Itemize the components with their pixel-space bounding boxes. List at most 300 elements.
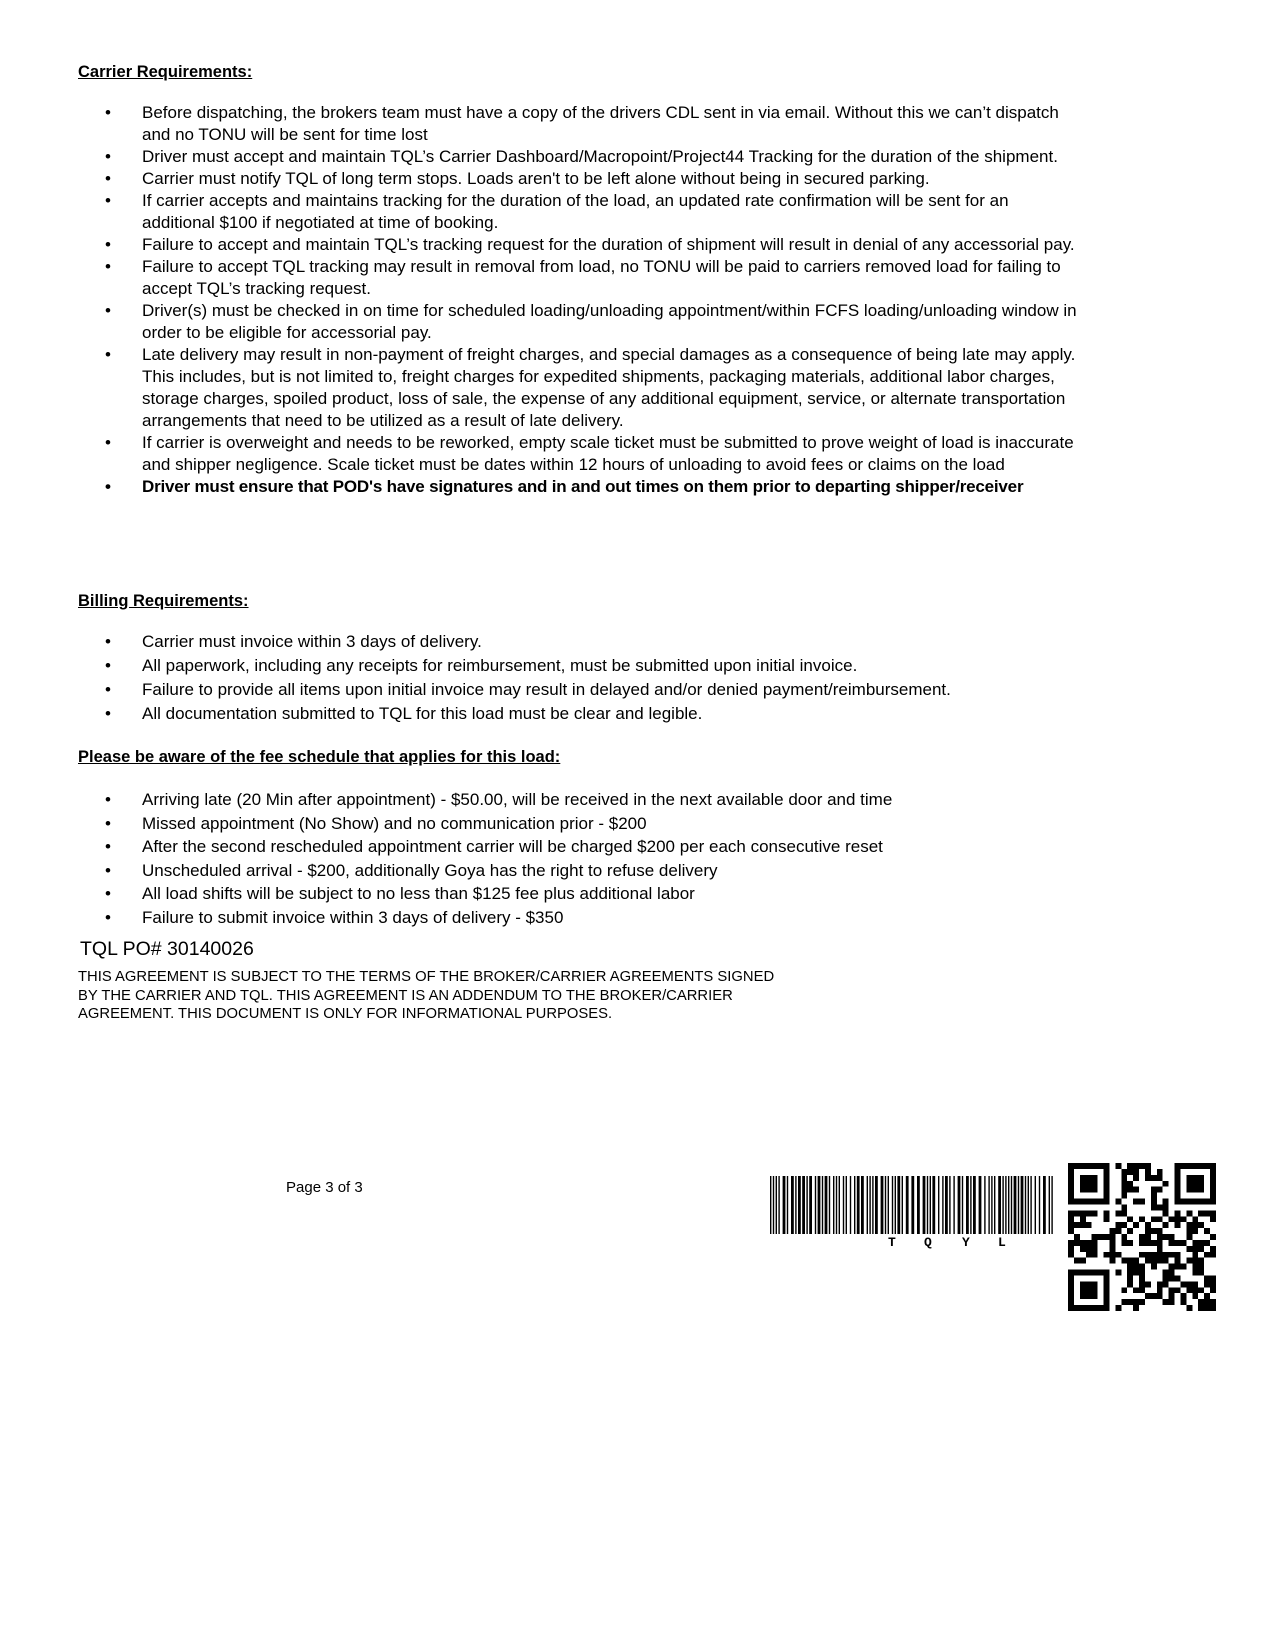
- barcode-bar: [839, 1176, 840, 1234]
- barcode-bar: [770, 1176, 771, 1234]
- barcode-bar: [1014, 1176, 1017, 1234]
- qr-module: [1151, 1258, 1157, 1264]
- qr-module: [1157, 1228, 1163, 1234]
- barcode-bar: [867, 1176, 868, 1234]
- qr-module: [1133, 1258, 1139, 1264]
- barcode-bar: [822, 1176, 823, 1234]
- qr-module: [1139, 1199, 1145, 1205]
- qr-module: [1198, 1210, 1204, 1216]
- qr-module: [1169, 1293, 1175, 1299]
- qr-module: [1198, 1305, 1204, 1311]
- barcode-bar: [911, 1176, 914, 1234]
- qr-module: [1186, 1234, 1192, 1240]
- qr-module: [1198, 1299, 1204, 1305]
- barcode-bar: [850, 1176, 851, 1234]
- qr-module: [1139, 1287, 1145, 1293]
- barcode-bar: [829, 1176, 830, 1234]
- qr-module: [1210, 1252, 1216, 1258]
- qr-module: [1133, 1175, 1139, 1181]
- list-item: • If carrier accepts and maintains tracking for the duration of the load, an updated rate confirmation will be sent for an additional $100 if negotiated at time of booking.: [0, 190, 1082, 234]
- barcode-bar: [970, 1176, 971, 1234]
- qr-module: [1169, 1275, 1175, 1281]
- qr-module: [1157, 1216, 1163, 1222]
- qr-module: [1175, 1258, 1181, 1264]
- qr-module: [1104, 1216, 1110, 1222]
- qr-module: [1121, 1204, 1127, 1210]
- qr-module: [1074, 1222, 1080, 1228]
- qr-module: [1104, 1234, 1110, 1240]
- qr-module: [1192, 1228, 1198, 1234]
- qr-module: [1086, 1222, 1092, 1228]
- barcode-bar: [825, 1176, 828, 1234]
- carrier-requirements-list: [0, 102, 1082, 498]
- qr-module: [1157, 1281, 1163, 1287]
- list-item: • After the second rescheduled appointment carrier will be charged $200 per each consecutive reset: [0, 836, 1082, 858]
- qr-module: [1151, 1199, 1157, 1205]
- list-item: • All paperwork, including any receipts for reimbursement, must be submitted upon initial invoice.: [0, 655, 1082, 677]
- qr-module: [1192, 1216, 1198, 1222]
- barcode-bar: [1051, 1176, 1052, 1234]
- qr-module: [1157, 1169, 1163, 1175]
- qr-module: [1127, 1281, 1133, 1287]
- barcode-bar: [798, 1176, 801, 1234]
- qr-module: [1127, 1228, 1133, 1234]
- qr-module: [1086, 1252, 1092, 1258]
- qr-module: [1169, 1264, 1175, 1270]
- qr-module: [1204, 1305, 1210, 1311]
- qr-module: [1068, 1222, 1074, 1228]
- qr-module: [1074, 1210, 1080, 1216]
- qr-module: [1192, 1240, 1198, 1246]
- qr-module: [1080, 1222, 1086, 1228]
- qr-module: [1163, 1181, 1169, 1187]
- fee-schedule-list: [0, 789, 1082, 930]
- barcode-bar: [869, 1176, 870, 1234]
- list-item: • Driver must accept and maintain TQL’s Carrier Dashboard/Macropoint/Project44 Tracking for the duration of the shipment.: [0, 146, 1082, 168]
- qr-module: [1145, 1240, 1151, 1246]
- qr-module: [1145, 1234, 1151, 1240]
- qr-module: [1127, 1169, 1133, 1175]
- barcode-bar: [857, 1176, 860, 1234]
- qr-module: [1115, 1270, 1121, 1276]
- qr-module: [1121, 1193, 1127, 1199]
- qr-module: [1151, 1293, 1157, 1299]
- qr-module: [1151, 1187, 1157, 1193]
- barcode-bar: [773, 1176, 774, 1234]
- qr-module: [1169, 1299, 1175, 1305]
- barcode-bar: [872, 1176, 873, 1234]
- qr-module: [1210, 1246, 1216, 1252]
- qr-module: [1092, 1234, 1098, 1240]
- qr-module: [1151, 1228, 1157, 1234]
- qr-module: [1198, 1270, 1204, 1276]
- qr-module: [1109, 1258, 1115, 1264]
- qr-module: [1080, 1246, 1086, 1252]
- qr-module: [1175, 1222, 1181, 1228]
- barcode-bar: [783, 1176, 786, 1234]
- barcode-bar: [818, 1176, 821, 1234]
- qr-module: [1133, 1299, 1139, 1305]
- barcode-bar: [1002, 1176, 1003, 1234]
- barcode-bar: [1021, 1176, 1024, 1234]
- barcode-bar: [1035, 1176, 1036, 1234]
- qr-module: [1121, 1287, 1127, 1293]
- qr-module: [1151, 1240, 1157, 1246]
- barcode-bar: [802, 1176, 805, 1234]
- qr-module: [1104, 1210, 1110, 1216]
- qr-module: [1210, 1281, 1216, 1287]
- barcode-char: Q: [924, 1235, 932, 1250]
- qr-module: [1133, 1199, 1139, 1205]
- barcode-bar: [885, 1176, 886, 1234]
- qr-module: [1157, 1204, 1163, 1210]
- barcode-bar: [917, 1176, 920, 1234]
- qr-module: [1157, 1187, 1163, 1193]
- qr-module: [1210, 1216, 1216, 1222]
- barcode-bar: [875, 1176, 878, 1234]
- qr-module: [1180, 1281, 1186, 1287]
- barcode-bar: [791, 1176, 794, 1234]
- qr-module: [1068, 1246, 1074, 1252]
- qr-module: [1127, 1187, 1133, 1193]
- barcode-bar: [938, 1176, 939, 1234]
- list-item: • Arriving late (20 Min after appointment) - $50.00, will be received in the next available door and time: [0, 789, 1082, 811]
- qr-module: [1204, 1293, 1210, 1299]
- qr-module: [1163, 1199, 1169, 1205]
- qr-module: [1192, 1287, 1198, 1293]
- qr-module: [1163, 1222, 1169, 1228]
- qr-finder: [1080, 1281, 1098, 1299]
- qr-module: [1115, 1210, 1121, 1216]
- qr-module: [1121, 1258, 1127, 1264]
- qr-module: [1145, 1163, 1151, 1169]
- barcode-image: [770, 1176, 1056, 1238]
- qr-module: [1192, 1270, 1198, 1276]
- barcode-bar: [854, 1176, 855, 1234]
- qr-module: [1139, 1252, 1145, 1258]
- qr-module: [1198, 1264, 1204, 1270]
- qr-module: [1163, 1281, 1169, 1287]
- qr-module: [1127, 1299, 1133, 1305]
- qr-module: [1115, 1163, 1121, 1169]
- qr-module: [1080, 1258, 1086, 1264]
- list-item: • Failure to accept and maintain TQL’s tracking request for the duration of shipment will result in denial of any accessorial pay.: [0, 234, 1082, 256]
- barcode-bar: [994, 1176, 995, 1234]
- qr-module: [1139, 1163, 1145, 1169]
- qr-module: [1186, 1210, 1192, 1216]
- barcode-bar: [984, 1176, 985, 1234]
- qr-module: [1198, 1287, 1204, 1293]
- qr-module: [1121, 1210, 1127, 1216]
- barcode-bar: [1030, 1176, 1031, 1234]
- barcode-bar: [846, 1176, 847, 1234]
- qr-module: [1080, 1240, 1086, 1246]
- qr-module: [1115, 1305, 1121, 1311]
- qr-module: [1157, 1240, 1163, 1246]
- qr-module: [1169, 1240, 1175, 1246]
- qr-module: [1180, 1293, 1186, 1299]
- barcode-bar: [1008, 1176, 1009, 1234]
- qr-module: [1139, 1270, 1145, 1276]
- barcode-bar: [973, 1176, 976, 1234]
- qr-module: [1175, 1240, 1181, 1246]
- qr-module: [1157, 1246, 1163, 1252]
- qr-module: [1109, 1228, 1115, 1234]
- qr-module: [1198, 1258, 1204, 1264]
- barcode-bar: [942, 1176, 943, 1234]
- qr-module: [1204, 1210, 1210, 1216]
- qr-module: [1175, 1216, 1181, 1222]
- barcode-bar: [953, 1176, 954, 1234]
- qr-module: [1151, 1175, 1157, 1181]
- qr-module: [1157, 1252, 1163, 1258]
- qr-module: [1086, 1240, 1092, 1246]
- qr-module: [1104, 1252, 1110, 1258]
- list-item-bold: • Driver must ensure that POD's have signatures and in and out times on them prior to departing shipper/receiver: [0, 476, 1082, 498]
- qr-module: [1145, 1222, 1151, 1228]
- qr-module: [1098, 1234, 1104, 1240]
- barcode-bar: [787, 1176, 788, 1234]
- qr-module: [1186, 1287, 1192, 1293]
- qr-module: [1133, 1264, 1139, 1270]
- barcode-bar: [1005, 1176, 1006, 1234]
- qr-module: [1068, 1216, 1074, 1222]
- barcode-bar: [906, 1176, 909, 1234]
- qr-module: [1163, 1252, 1169, 1258]
- qr-module: [1180, 1264, 1186, 1270]
- qr-module: [1210, 1305, 1216, 1311]
- billing-requirements-list: [0, 631, 1082, 727]
- qr-module: [1092, 1252, 1098, 1258]
- barcode-bar: [815, 1176, 816, 1234]
- qr-module: [1145, 1169, 1151, 1175]
- qr-module: [1139, 1281, 1145, 1287]
- qr-module: [1157, 1175, 1163, 1181]
- barcode-char: Y: [962, 1235, 970, 1250]
- qr-module: [1109, 1240, 1115, 1246]
- list-item: • Carrier must notify TQL of long term stops. Loads aren't to be left alone without being in secured parking.: [0, 168, 1082, 190]
- qr-module: [1180, 1216, 1186, 1222]
- barcode-bar: [1039, 1176, 1040, 1234]
- barcode-bar: [888, 1176, 889, 1234]
- qr-module: [1163, 1234, 1169, 1240]
- barcode-bar: [843, 1176, 844, 1234]
- barcode-bar: [1011, 1176, 1012, 1234]
- qr-module: [1175, 1264, 1181, 1270]
- qr-module: [1121, 1299, 1127, 1305]
- barcode-bar: [1043, 1176, 1046, 1234]
- barcode-bar: [836, 1176, 837, 1234]
- qr-module: [1198, 1222, 1204, 1228]
- qr-module: [1068, 1210, 1074, 1216]
- barcode-bar: [958, 1176, 961, 1234]
- qr-module: [1151, 1193, 1157, 1199]
- qr-module: [1157, 1287, 1163, 1293]
- barcode-bar: [927, 1176, 928, 1234]
- qr-module: [1145, 1228, 1151, 1234]
- qr-module: [1074, 1234, 1080, 1240]
- qr-module: [1133, 1270, 1139, 1276]
- qr-module: [1198, 1246, 1204, 1252]
- list-item: • Failure to submit invoice within 3 days of delivery - $350: [0, 907, 1082, 929]
- qr-module: [1133, 1305, 1139, 1311]
- qr-module: [1074, 1258, 1080, 1264]
- qr-module: [1092, 1246, 1098, 1252]
- list-item: • If carrier is overweight and needs to be reworked, empty scale ticket must be submitted to prove weight of load is inaccurate and shipper negligence. Scale ticket must be dates within 12 hours of unloading to avoid fees or claims on the load: [0, 432, 1082, 476]
- barcode-bar: [988, 1176, 989, 1234]
- barcode-char: T: [888, 1235, 896, 1250]
- qr-module: [1109, 1234, 1115, 1240]
- qr-module: [1115, 1228, 1121, 1234]
- list-item: • Carrier must invoice within 3 days of delivery.: [0, 631, 1082, 653]
- barcode-bar: [923, 1176, 926, 1234]
- qr-module: [1127, 1181, 1133, 1187]
- qr-module: [1204, 1228, 1210, 1234]
- qr-module: [1115, 1222, 1121, 1228]
- qr-finder: [1186, 1175, 1204, 1193]
- list-item: • All documentation submitted to TQL for this load must be clear and legible.: [0, 703, 1082, 725]
- qr-module: [1139, 1275, 1145, 1281]
- barcode-bar: [895, 1176, 896, 1234]
- barcode-bar: [1025, 1176, 1026, 1234]
- qr-module: [1133, 1187, 1139, 1193]
- qr-module: [1204, 1275, 1210, 1281]
- carrier-requirements-heading: Carrier Requirements:: [78, 63, 253, 81]
- qr-module: [1109, 1252, 1115, 1258]
- qr-module: [1204, 1281, 1210, 1287]
- qr-module: [1186, 1305, 1192, 1311]
- barcode-bar: [932, 1176, 935, 1234]
- qr-module: [1169, 1216, 1175, 1222]
- qr-module: [1198, 1240, 1204, 1246]
- qr-module: [1121, 1240, 1127, 1246]
- qr-module: [1192, 1222, 1198, 1228]
- qr-module: [1186, 1258, 1192, 1264]
- qr-module: [1074, 1240, 1080, 1246]
- page-number: Page 3 of 3: [286, 1179, 363, 1196]
- qr-module: [1163, 1275, 1169, 1281]
- qr-module: [1163, 1270, 1169, 1276]
- qr-module: [1157, 1293, 1163, 1299]
- barcode-bar: [861, 1176, 864, 1234]
- barcode-bar: [778, 1176, 779, 1234]
- qr-module: [1145, 1293, 1151, 1299]
- qr-module: [1133, 1169, 1139, 1175]
- qr-module: [1121, 1175, 1127, 1181]
- qr-module: [1133, 1163, 1139, 1169]
- qr-module: [1163, 1204, 1169, 1210]
- qr-module: [1192, 1293, 1198, 1299]
- qr-module: [1139, 1234, 1145, 1240]
- qr-module: [1192, 1246, 1198, 1252]
- qr-module: [1169, 1287, 1175, 1293]
- billing-requirements-heading: Billing Requirements:: [78, 592, 249, 610]
- qr-module: [1127, 1240, 1133, 1246]
- qr-module: [1169, 1270, 1175, 1276]
- qr-module: [1210, 1234, 1216, 1240]
- list-item: • Failure to accept TQL tracking may result in removal from load, no TONU will be paid to carriers removed load for failing to accept TQL’s tracking request.: [0, 256, 1082, 300]
- qr-module: [1151, 1204, 1157, 1210]
- list-item: • Late delivery may result in non-payment of freight charges, and special damages as a consequence of being late may apply. This includes, but is not limited to, freight charges for expedited shipments, packaging materials, additional labor charges, storage charges, spoiled product, loss of sale, the expense of any additional equipment, service, or alternate transportation arrangements that need to be utilized as a result of late delivery.: [0, 344, 1082, 432]
- qr-module: [1192, 1281, 1198, 1287]
- qr-module: [1151, 1252, 1157, 1258]
- qr-module: [1127, 1270, 1133, 1276]
- qr-module: [1186, 1222, 1192, 1228]
- qr-module: [1192, 1252, 1198, 1258]
- list-item: • Unscheduled arrival - $200, additionally Goya has the right to refuse delivery: [0, 860, 1082, 882]
- qr-module: [1175, 1252, 1181, 1258]
- qr-module: [1127, 1216, 1133, 1222]
- qr-module: [1127, 1258, 1133, 1264]
- qr-module: [1133, 1222, 1139, 1228]
- barcode-bar: [966, 1176, 969, 1234]
- barcode-bar: [902, 1176, 903, 1234]
- barcode-bar: [1049, 1176, 1050, 1234]
- barcode-bar: [809, 1176, 812, 1234]
- barcode-bar: [930, 1176, 931, 1234]
- list-item: • All load shifts will be subject to no less than $125 fee plus additional labor: [0, 883, 1082, 905]
- qr-code-image: [1068, 1163, 1216, 1311]
- qr-module: [1139, 1240, 1145, 1246]
- list-item: • Missed appointment (No Show) and no communication prior - $200: [0, 813, 1082, 835]
- qr-module: [1192, 1264, 1198, 1270]
- qr-module: [1121, 1187, 1127, 1193]
- barcode-bar: [806, 1176, 807, 1234]
- qr-module: [1145, 1281, 1151, 1287]
- qr-module: [1204, 1240, 1210, 1246]
- qr-module: [1180, 1240, 1186, 1246]
- qr-module: [1086, 1210, 1092, 1216]
- barcode-bar: [776, 1176, 777, 1234]
- qr-module: [1115, 1199, 1121, 1205]
- qr-module: [1204, 1252, 1210, 1258]
- fee-schedule-heading: Please be aware of the fee schedule that applies for this load:: [78, 748, 561, 766]
- qr-module: [1157, 1258, 1163, 1264]
- qr-module: [1115, 1252, 1121, 1258]
- qr-module: [1145, 1258, 1151, 1264]
- barcode-bar: [897, 1176, 900, 1234]
- barcode-bar: [892, 1176, 893, 1234]
- qr-module: [1121, 1181, 1127, 1187]
- qr-module: [1109, 1246, 1115, 1252]
- list-item: • Failure to provide all items upon initial invoice may result in delayed and/or denied payment/reimbursement.: [0, 679, 1082, 701]
- qr-module: [1139, 1216, 1145, 1222]
- qr-module: [1210, 1287, 1216, 1293]
- qr-module: [1157, 1234, 1163, 1240]
- qr-module: [1080, 1216, 1086, 1222]
- qr-module: [1139, 1299, 1145, 1305]
- qr-module: [1127, 1163, 1133, 1169]
- po-number: TQL PO# 30140026: [80, 938, 254, 960]
- qr-finder: [1080, 1175, 1098, 1193]
- barcode-bar: [1028, 1176, 1029, 1234]
- list-item: • Before dispatching, the brokers team must have a copy of the drivers CDL sent in via email. Without this we can’t dispatch and no TONU will be sent for time lost: [0, 102, 1082, 146]
- qr-module: [1092, 1210, 1098, 1216]
- barcode-bar: [949, 1176, 950, 1234]
- list-item: • Driver(s) must be checked in on time for scheduled loading/unloading appointment/within FCFS loading/unloading window in order to be eligible for accessorial pay.: [0, 300, 1082, 344]
- qr-module: [1145, 1252, 1151, 1258]
- qr-module: [1068, 1240, 1074, 1246]
- qr-module: [1121, 1169, 1127, 1175]
- barcode-bar: [945, 1176, 948, 1234]
- qr-module: [1169, 1252, 1175, 1258]
- qr-module: [1186, 1281, 1192, 1287]
- qr-module: [1186, 1246, 1192, 1252]
- qr-module: [1086, 1246, 1092, 1252]
- qr-module: [1151, 1264, 1157, 1270]
- qr-module: [1186, 1228, 1192, 1234]
- barcode-bar: [962, 1176, 963, 1234]
